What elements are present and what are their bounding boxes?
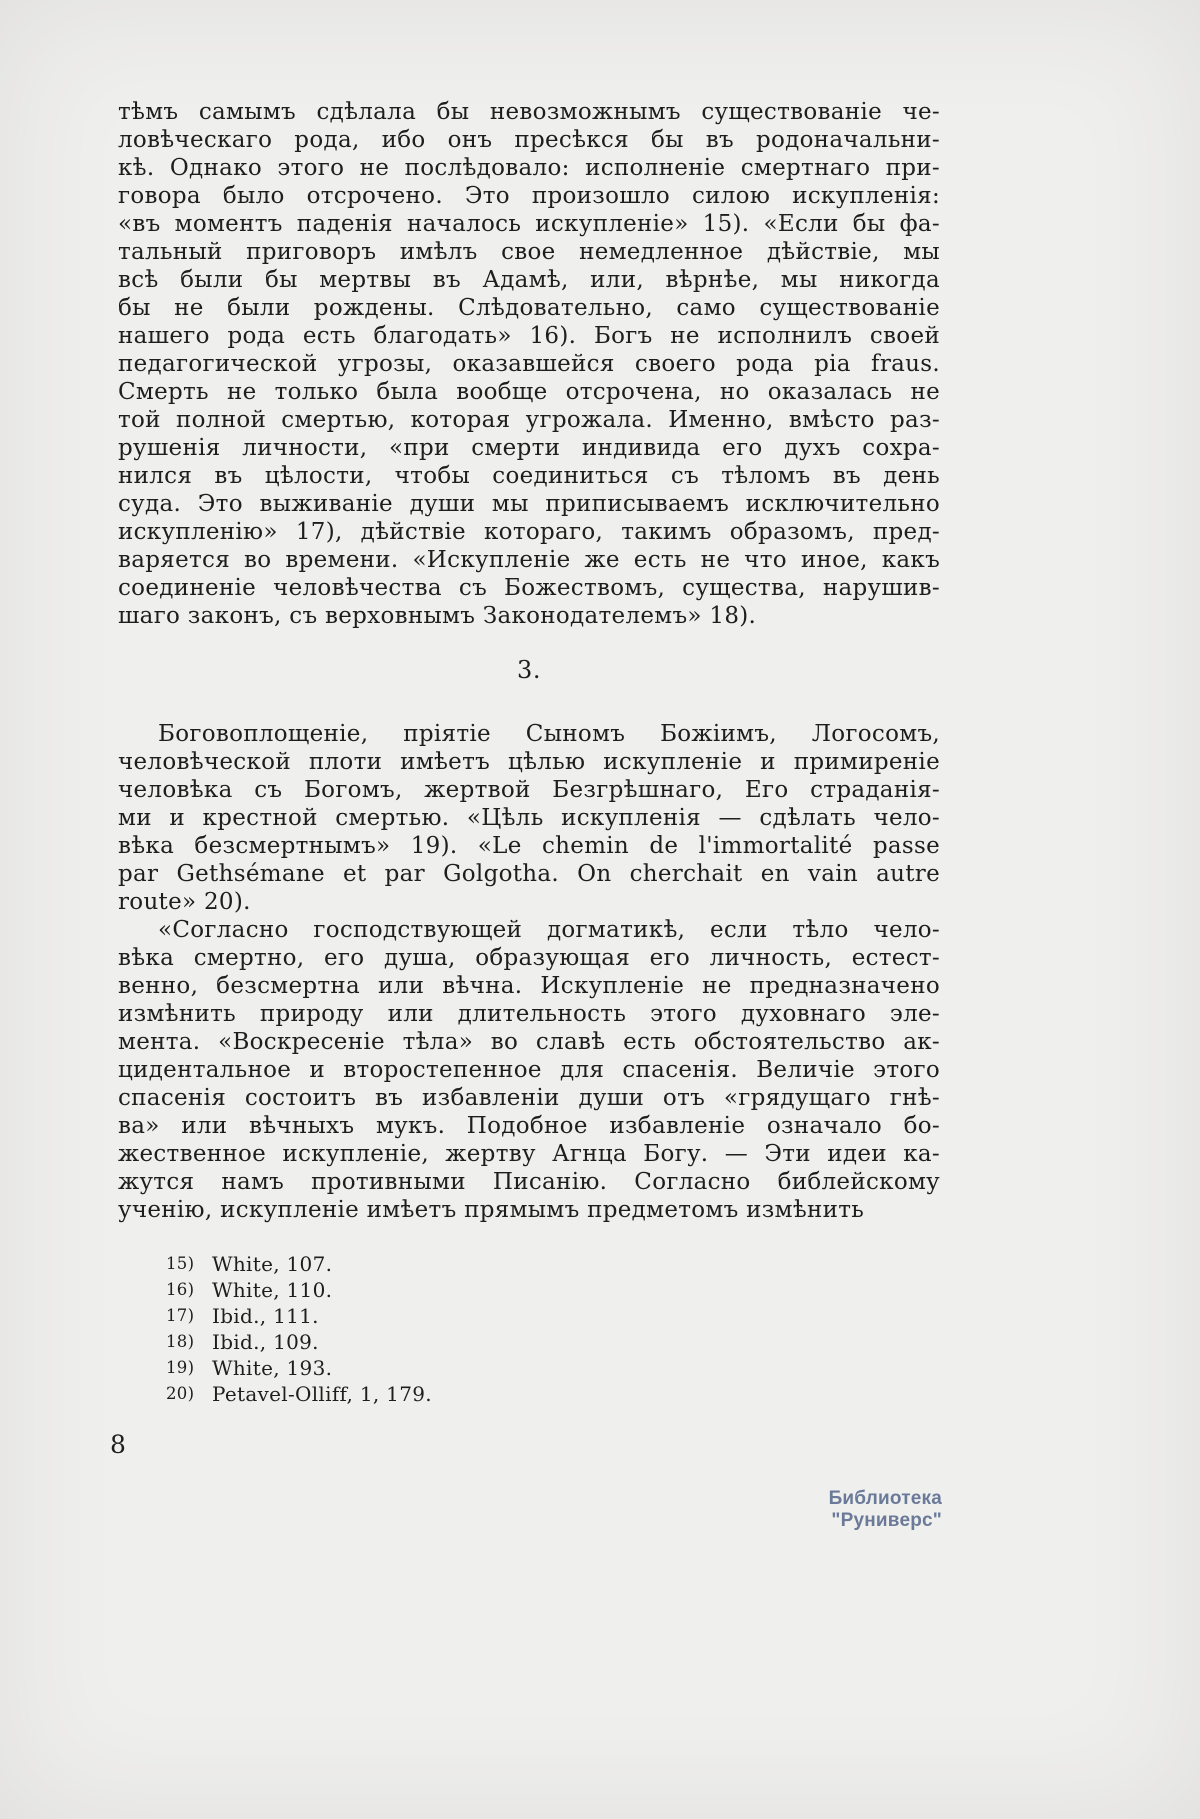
text-line: ловѣческаго рода, ибо онъ пресѣкся бы въ родоначальни- xyxy=(118,127,940,153)
text-line: шаго законъ, съ верховнымъ Законодателемъ» 18). xyxy=(118,603,757,629)
footnotes-block xyxy=(118,1252,940,1408)
footnote-text: Petavel-Olliff, 1, 179. xyxy=(212,1382,432,1406)
text-line: суда. Это выживаніе души мы приписываемъ исключительно xyxy=(118,491,940,517)
text-line: мента. «Воскресеніе тѣла» во славѣ есть обстоятельство ак- xyxy=(118,1029,940,1055)
footnote-marker: 18) xyxy=(166,1332,195,1351)
text-line: нился въ цѣлости, чтобы соединиться съ тѣломъ въ день xyxy=(118,463,940,489)
text-line: варяется во времени. «Искупленіе же есть не что иное, какъ xyxy=(118,547,940,573)
text-line: ва» или вѣчныхъ мукъ. Подобное избавленіе означало бо- xyxy=(118,1113,940,1139)
text-line: Смерть не только была вообще отсрочена, но оказалась не xyxy=(118,379,940,405)
paragraph-dogmatics xyxy=(118,916,940,1224)
text-line: всѣ были бы мертвы въ Адамѣ, или, вѣрнѣе, мы никогда xyxy=(118,267,940,293)
text-line: бы не были рождены. Слѣдовательно, само существованіе xyxy=(118,295,940,321)
text-line: par Gethsémane et par Golgotha. On cherchait en vain autre xyxy=(118,861,940,887)
text-line: тальный приговоръ имѣлъ свое немедленное дѣйствіе, мы xyxy=(118,239,940,265)
text-line: ученію, искупленіе имѣетъ прямымъ предметомъ измѣнить xyxy=(118,1197,865,1223)
text-line: спасенія состоитъ въ избавленіи души отъ «грядущаго гнѣ- xyxy=(118,1085,940,1111)
footnote-marker: 19) xyxy=(166,1358,195,1377)
text-line: человѣка съ Богомъ, жертвой Безгрѣшнаго, Его страданія- xyxy=(118,777,940,803)
page-text-block xyxy=(118,98,940,1408)
footnote-marker: 15) xyxy=(166,1254,195,1273)
library-watermark: Библиотека "Руниверс" xyxy=(828,1488,942,1531)
text-line: цидентальное и второстепенное для спасенія. Величіе этого xyxy=(118,1057,940,1083)
footnote-marker: 16) xyxy=(166,1280,195,1299)
text-line: нашего рода есть благодать» 16). Богъ не исполнилъ своей xyxy=(118,323,940,349)
text-line: «Согласно господствующей догматикѣ, если тѣло чело- xyxy=(158,917,940,943)
text-line: кѣ. Однако этого не послѣдовало: исполненіе смертнаго при- xyxy=(118,155,940,181)
text-line: жественное искупленіе, жертву Агнца Богу. — Эти идеи ка- xyxy=(118,1141,940,1167)
text-line: route» 20). xyxy=(118,889,251,915)
footnote-text: Ibid., 111. xyxy=(212,1304,319,1328)
text-line: «въ моментъ паденія началось искупленіе» 15). «Если бы фа- xyxy=(118,211,940,237)
text-line: ми и крестной смертью. «Цѣль искупленія — сдѣлать чело- xyxy=(118,805,940,831)
text-line: педагогической угрозы, оказавшейся своего рода pia fraus. xyxy=(118,351,940,377)
text-line: измѣнить природу или длительность этого духовнаго эле- xyxy=(118,1001,940,1027)
text-line: искупленію» 17), дѣйствіе котораго, такимъ образомъ, пред- xyxy=(118,519,940,545)
paragraph-continuation xyxy=(118,98,940,630)
footnote-marker: 20) xyxy=(166,1384,195,1403)
text-line: жутся намъ противными Писанію. Согласно библейскому xyxy=(118,1169,940,1195)
footnote-text: White, 110. xyxy=(212,1278,333,1302)
text-line: соединеніе человѣчества съ Божествомъ, существа, нарушив- xyxy=(118,575,940,601)
text-line: Боговоплощеніе, пріятіе Сыномъ Божіимъ, Логосомъ, xyxy=(158,721,940,747)
text-line: вѣка безсмертнымъ» 19). «Le chemin de l'immortalité passe xyxy=(118,833,940,859)
text-line: говора было отсрочено. Это произошло силою искупленія: xyxy=(118,183,940,209)
text-line: рушенія личности, «при смерти индивида его духъ сохра- xyxy=(118,435,940,461)
footnote-text: Ibid., 109. xyxy=(212,1330,319,1354)
page-number: 8 xyxy=(110,1430,126,1459)
text-line: той полной смертью, которая угрожала. Именно, вмѣсто раз- xyxy=(118,407,940,433)
footnote-item xyxy=(166,1382,940,1408)
section-heading: 3. xyxy=(517,656,541,684)
footnote-item xyxy=(166,1304,940,1330)
footnote-item xyxy=(166,1330,940,1356)
footnote-marker: 17) xyxy=(166,1306,195,1325)
footnote-item xyxy=(166,1278,940,1304)
footnote-item xyxy=(166,1252,940,1278)
footnote-text: White, 193. xyxy=(212,1356,333,1380)
text-line: тѣмъ самымъ сдѣлала бы невозможнымъ существованіе че- xyxy=(118,99,940,125)
footnote-item xyxy=(166,1356,940,1382)
text-line: вѣка смертно, его душа, образующая его личность, естест- xyxy=(118,945,940,971)
text-line: человѣческой плоти имѣетъ цѣлью искупленіе и примиреніе xyxy=(118,749,940,775)
text-line: венно, безсмертна или вѣчна. Искупленіе не предназначено xyxy=(118,973,940,999)
paragraph-incarnation xyxy=(118,720,940,916)
footnote-text: White, 107. xyxy=(212,1252,333,1276)
